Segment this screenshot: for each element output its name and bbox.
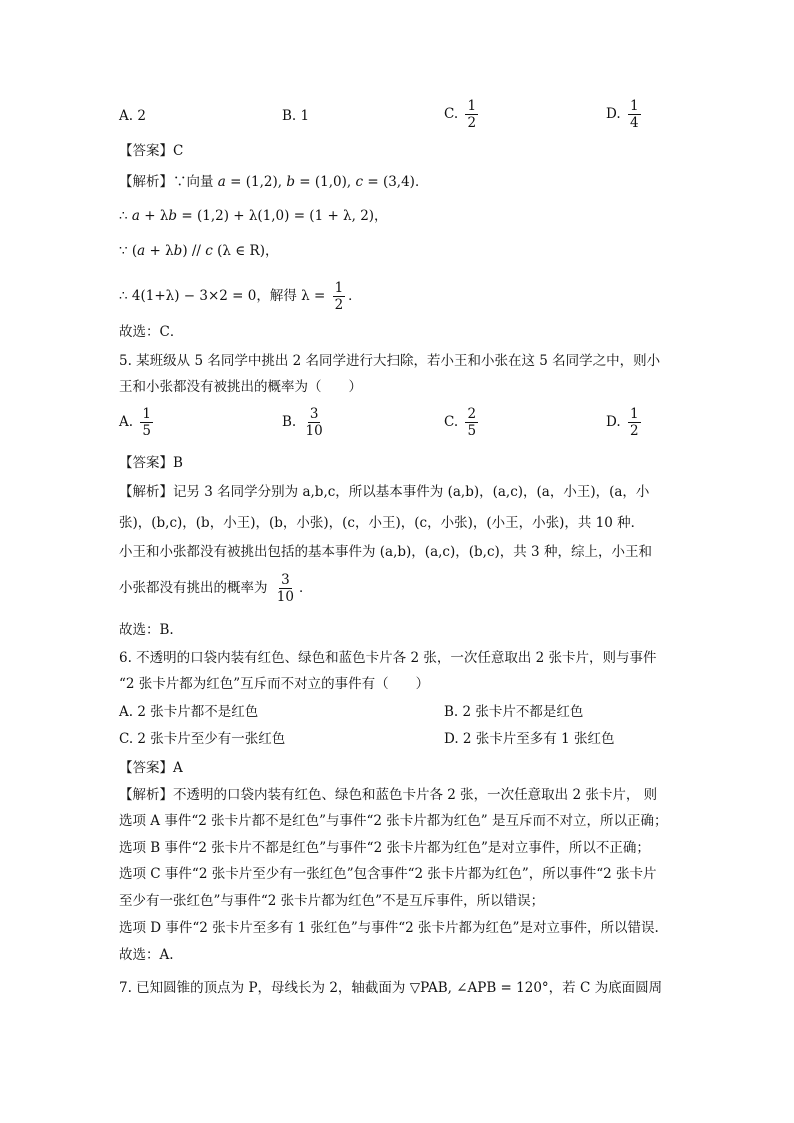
q5-stem-1: 5. 某班级从 5 名同学中挑出 2 名同学进行大扫除，若小王和小张在这 5 名同学之中，则小 <box>119 353 661 369</box>
q5-conclusion: 故选：B. <box>119 622 174 638</box>
q6-analysis-1: 【解析】不透明的口袋内装有红色、绿色和蓝色卡片各 2 张，一次任意取出 2 张卡片， 则 <box>119 787 658 803</box>
q4-conclusion: 故选：C． <box>119 324 184 340</box>
fraction: $\frac{1}{2}$ <box>334 280 344 313</box>
q6-conclusion: 故选：A. <box>119 947 174 963</box>
fraction: $\frac{1}{5}$ <box>142 406 151 439</box>
q6-analysis-4: 选项 C 事件“2 张卡片至少有一张红色”包含事件“2 张卡片都为红色”，所以事件“2 张卡片 <box>119 866 657 882</box>
q5-analysis-2: 张)，(b,c)，(b，小王)，(b，小张)，(c，小王)，(c，小张)，(小王，小张)，共 10 种． <box>119 515 645 531</box>
q4-answer: 【答案】C <box>119 143 184 159</box>
q5-option-b: B. $\frac{3}{10}$ <box>282 406 323 439</box>
q6-option-d: D. 2 张卡片至多有 1 张红色 <box>444 731 615 747</box>
q4-option-d: D. $\frac{1}{4}$ <box>606 98 639 131</box>
q6-option-a: A. 2 张卡片都不是红色 <box>119 704 259 720</box>
fraction: $\frac{1}{2}$ <box>629 406 639 439</box>
q4-option-b: B. 1 <box>282 108 310 124</box>
q6-analysis-3: 选项 B 事件“2 张卡片不都是红色”与事件“2 张卡片都为红色”是对立事件，所以不正确； <box>119 840 650 856</box>
q4-analysis-line-1: 【解析】∵向量 a = (1,2), b = (1,0), c = (3,4)． <box>119 174 429 190</box>
q5-analysis-3: 小王和小张都没有被挑出包括的基本事件为 (a,b)，(a,c)，(b,c)，共 3 种，综上，小王和 <box>119 544 652 560</box>
q6-option-b: B. 2 张卡片不都是红色 <box>444 704 584 720</box>
q5-answer: 【答案】B <box>119 455 183 471</box>
q4-analysis-line-4: ∴ 4(1+λ) − 3×2 = 0，解得 λ = $\frac{1}{2}$ ． <box>119 280 362 313</box>
fraction: $\frac{2}{5}$ <box>467 406 477 439</box>
q5-option-c: C. $\frac{2}{5}$ <box>444 406 477 439</box>
q6-stem-1: 6. 不透明的口袋内装有红色、绿色和蓝色卡片各 2 张，一次任意取出 2 张卡片，则与事件 <box>119 650 657 666</box>
fraction: $\frac{3}{10}$ <box>276 572 294 605</box>
q6-answer: 【答案】A <box>119 760 183 776</box>
q4-option-a: A. 2 <box>119 108 146 124</box>
q6-option-c: C. 2 张卡片至少有一张红色 <box>119 731 286 747</box>
q5-option-a: A. $\frac{1}{5}$ <box>119 406 151 439</box>
q4-analysis-line-2: ∴ a + λb = (1,2) + λ(1,0) = (1 + λ, 2)， <box>119 208 388 224</box>
q6-analysis-6: 选项 D 事件“2 张卡片至多有 1 张红色”与事件“2 张卡片都为红色”是对立事件，所以错误. <box>119 920 659 936</box>
q6-stem-2: “2 张卡片都为红色”互斥而不对立的事件有（ ） <box>119 676 430 692</box>
q5-analysis-1: 【解析】记另 3 名同学分别为 a,b,c，所以基本事件为 (a,b)，(a,c)，(a，小王)，(a，小 <box>119 484 650 500</box>
q4-option-c: C. $\frac{1}{2}$ <box>444 98 477 131</box>
q6-analysis-5: 至少有一张红色”与事件“2 张卡片都为红色”不是互斥事件，所以错误； <box>119 893 545 909</box>
q6-analysis-2: 选项 A 事件“2 张卡片都不是红色”与事件“2 张卡片都为红色” 是互斥而不对立，所以正确； <box>119 813 668 829</box>
fraction: $\frac{1}{2}$ <box>467 98 477 131</box>
q4-analysis-line-3: ∵ (a + λb) // c (λ ∈ R)， <box>119 243 279 259</box>
fraction: $\frac{1}{4}$ <box>629 98 639 131</box>
q5-stem-2: 王和小张都没有被挑出的概率为（ ） <box>119 379 362 395</box>
q5-option-d: D. $\frac{1}{2}$ <box>606 406 639 439</box>
q7-stem-1: 7. 已知圆锥的顶点为 P，母线长为 2，轴截面为 ▽PAB, ∠APB = 120°，若 C 为底面圆周 <box>119 980 663 996</box>
fraction: $\frac{3}{10}$ <box>305 406 323 439</box>
q5-analysis-4: 小张都没有挑出的概率为 $\frac{3}{10}$ ． <box>119 572 313 605</box>
